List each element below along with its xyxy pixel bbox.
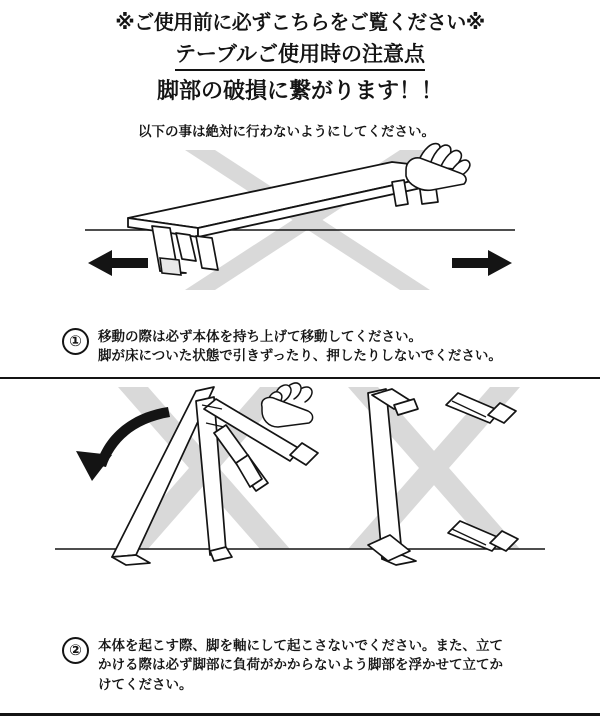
- caption-text-2: [98, 636, 503, 696]
- right-arrow: [452, 250, 512, 276]
- page-subtitle: テーブルご使用時の注意点: [175, 41, 425, 71]
- caption-line: 本体を起こす際、脚を軸にして起こさないでください。また、立て: [98, 637, 503, 654]
- step-number-1: ①: [62, 328, 89, 355]
- page-title: ※ご使用前に必ずこちらをご覧ください※: [115, 10, 485, 34]
- step-number-2: ②: [62, 637, 89, 664]
- left-arrow: [88, 250, 148, 276]
- caption-line: けてください。: [98, 677, 193, 694]
- caption-row-1: [0, 327, 600, 367]
- figure-tilt-prohibited: [0, 379, 600, 634]
- page-warning-title: 脚部の破損に繋がります！！: [156, 79, 443, 105]
- figure-drag-prohibited: [0, 140, 600, 325]
- caption-line: 移動の際は必ず本体を持ち上げて移動してください。: [98, 328, 422, 345]
- lead-text: 以下の事は絶対に行わないようにしてください。: [138, 123, 435, 140]
- caption-line: 脚が床についた状態で引きずったり、押したりしないでください。: [98, 348, 502, 365]
- caption-text-1: [98, 327, 502, 367]
- header: [0, 0, 600, 140]
- caption-line: かける際は必ず脚部に負荷がかからないよう脚部を浮かせて立てか: [98, 657, 503, 674]
- caption-row-2: [0, 636, 600, 696]
- leg-foot: [160, 258, 181, 275]
- subtitle-wrap: [0, 41, 600, 71]
